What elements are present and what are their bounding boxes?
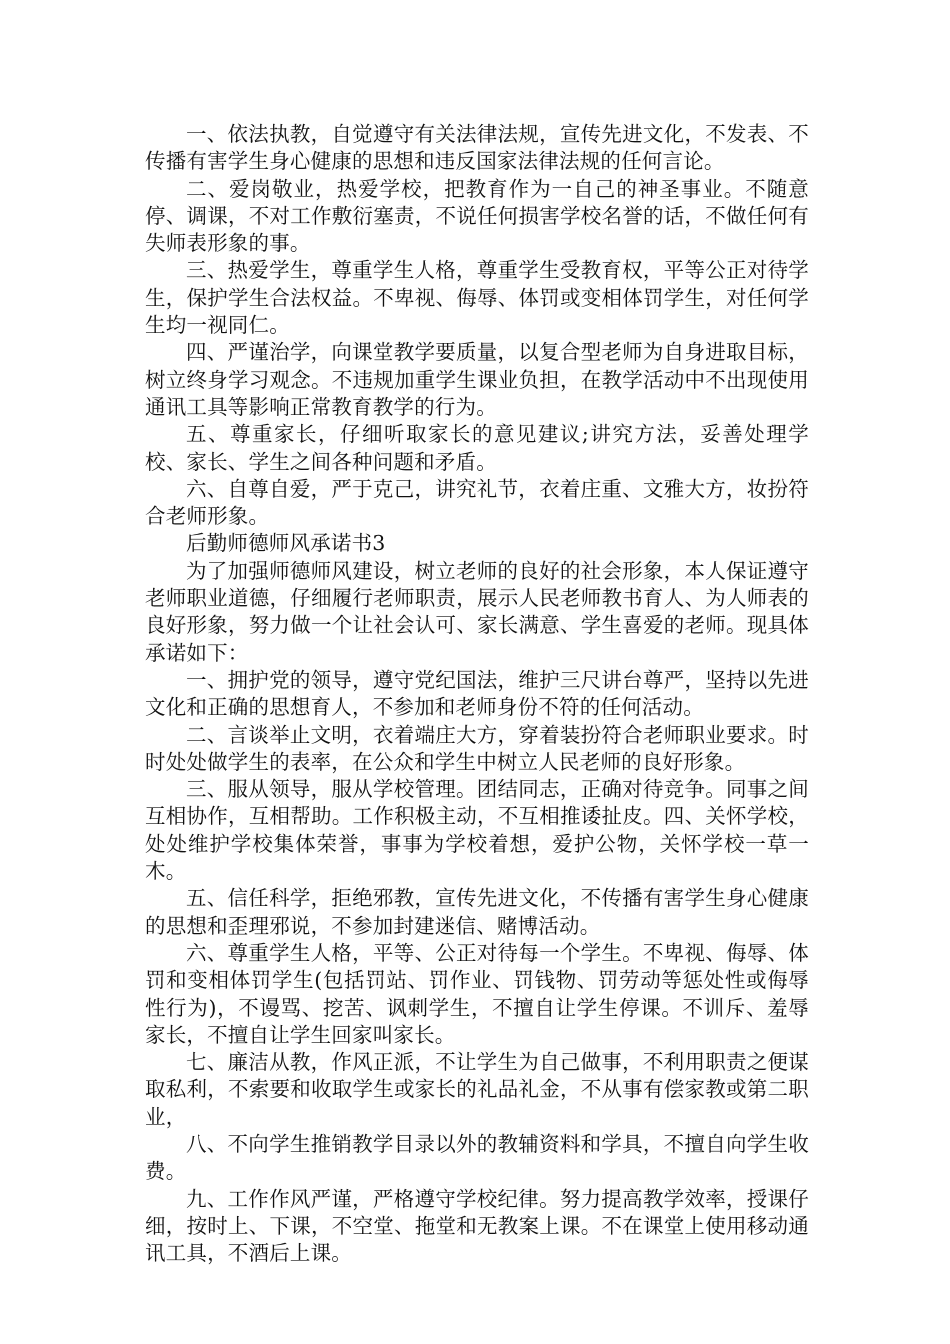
pledge-item: 五、信任科学，拒绝邪教，宣传先进文化，不传播有害学生身心健康的思想和歪理邪说，不参加封建迷信、赌博活动。 bbox=[145, 886, 809, 938]
paragraph: 五、尊重家长，仔细听取家长的意见建议;讲究方法，妥善处理学校、家长、学生之间各种问题和矛盾。 bbox=[145, 422, 809, 474]
paragraph: 六、自尊自爱，严于克己，讲究礼节，衣着庄重、文雅大方，妆扮符合老师形象。 bbox=[145, 476, 809, 529]
pledge-item: 八、不向学生推销教学目录以外的教辅资料和学具，不擅自向学生收费。 bbox=[145, 1131, 809, 1184]
section-title: 后勤师德师风承诺书3 bbox=[186, 531, 386, 556]
pledge-item: 二、言谈举止文明，衣着端庄大方，穿着装扮符合老师职业要求。时时处处做学生的表率，在公众和学生中树立人民老师的良好形象。 bbox=[145, 722, 809, 774]
paragraph: 四、严谨治学，向课堂教学要质量，以复合型老师为自身进取目标，树立终身学习观念。不违规加重学生课业负担，在教学活动中不出现使用通讯工具等影响正常教育教学的行为。 bbox=[145, 340, 809, 419]
document-body bbox=[145, 121, 809, 1267]
paragraph: 一、依法执教，自觉遵守有关法律法规，宣传先进文化，不发表、不传播有害学生身心健康的思想和违反国家法律法规的任何言论。 bbox=[145, 122, 809, 174]
intro-paragraph: 为了加强师德师风建设，树立老师的良好的社会形象，本人保证遵守老师职业道德，仔细履行老师职责，展示人民老师教书育人、为人师表的良好形象，努力做一个让社会认可、家长满意、学生喜爱的老师。现具体承诺如下： bbox=[145, 558, 809, 665]
pledge-item: 三、服从领导，服从学校管理。团结同志，正确对待竞争。同事之间互相协作，互相帮助。工作积极主动，不互相推诿扯皮。四、关怀学校，处处维护学校集体荣誉，事事为学校着想，爱护公物，关怀学校一草一木。 bbox=[145, 777, 809, 884]
paragraph: 三、热爱学生，尊重学生人格，尊重学生受教育权，平等公正对待学生，保护学生合法权益。不卑视、侮辱、体罚或变相体罚学生，对任何学生均一视同仁。 bbox=[145, 258, 809, 338]
paragraph: 二、爱岗敬业，热爱学校，把教育作为一自己的神圣事业。不随意停、调课，不对工作敷衍塞责，不说任何损害学校名誉的话，不做任何有失师表形象的事。 bbox=[145, 176, 809, 256]
pledge-item: 九、工作作风严谨，严格遵守学校纪律。努力提高教学效率，授课仔细，按时上、下课，不空堂、拖堂和无教案上课。不在课堂上使用移动通讯工具，不酒后上课。 bbox=[145, 1186, 809, 1266]
pledge-item: 六、尊重学生人格，平等、公正对待每一个学生。不卑视、侮辱、体罚和变相体罚学生(包括罚站、罚作业、罚钱物、罚劳动等惩处性或侮辱性行为)，不谩骂、挖苦、讽刺学生，不擅自让学生停课。不训斥、羞辱家长，不擅自让学生回家叫家长。 bbox=[145, 940, 809, 1047]
pledge-item: 一、拥护党的领导，遵守党纪国法，维护三尺讲台尊严，坚持以先进文化和正确的思想育人，不参加和老师身份不符的任何活动。 bbox=[145, 667, 809, 720]
pledge-item: 七、廉洁从教，作风正派，不让学生为自己做事，不利用职责之便谋取私利，不索要和收取学生或家长的礼品礼金，不从事有偿家教或第二职业， bbox=[145, 1050, 809, 1129]
